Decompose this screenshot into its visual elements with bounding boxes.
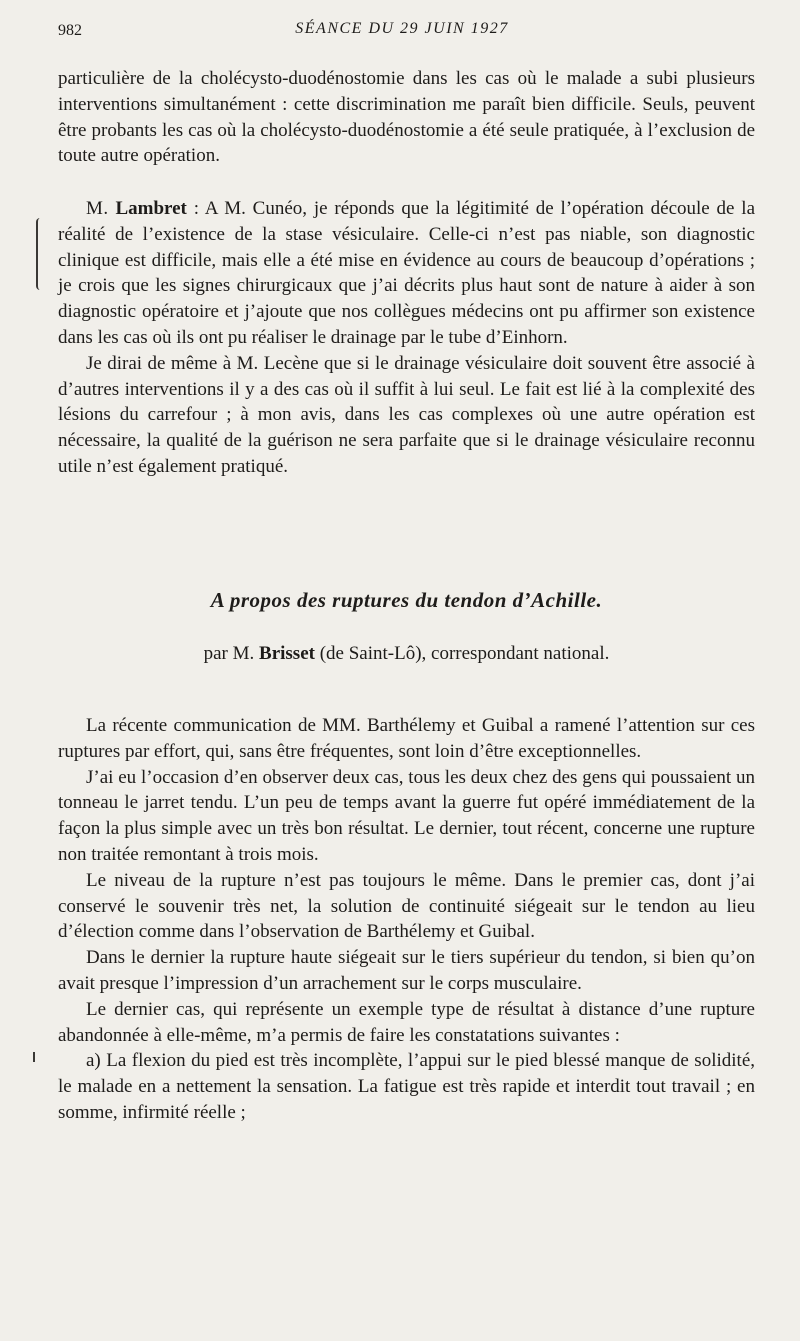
paragraph: J’ai eu l’occasion d’en observer deux cas, tous les deux chez des gens qui poussaient un tonneau le jarret tendu. L’un peu de temps avant la guerre fut opéré immédiatement de la façon la plus simple avec un très bon résultat. Le dernier, tout récent, concerne une rupture non traitée remontant à trois mois. xyxy=(58,766,755,865)
speaker-prefix: M. xyxy=(86,198,109,219)
author-name: Brisset xyxy=(259,643,315,664)
paragraph: Je dirai de même à M. Lecène que si le drainage vésiculaire doit souvent être associé à d’autres interventions il y a des cas où il suffit à lui seul. Le fait est lié à la complexité des lésions du carrefour ; à mon avis, dans les cas complexes où une autre opération est nécessaire, la qualité de la guérison ne sera parfaite que si le drainage vésiculaire reconnu utile n’est également pratiqué. xyxy=(58,352,755,477)
continued-paragraph-block xyxy=(58,66,755,169)
paragraph: Le niveau de la rupture n’est pas toujours le même. Dans le premier cas, dont j’ai conservé le souvenir très net, la solution de continuité siégeait sur le tendon au lieu d’élection comme dans l’observation de Barthélemy et Guibal. xyxy=(58,869,755,943)
paragraph: Le dernier cas, qui représente un exemple type de résultat à distance d’une rupture abandonnée à elle-même, m’a permis de faire les constatations suivantes : xyxy=(58,998,755,1046)
reply-text: : A M. Cunéo, je réponds que la légitimité de l’opération découle de la réalité de l’existence de la stase vésiculaire. Celle-ci n’est pas niable, son diagnostic clinique est difficile, mais elle a été mise en évidence au cours de beaucoup d’opérations ; je crois que les signes chirurgicaux que j’ai décrits plus haut sont de nature à aider à son diagnostic opératoire et j’ajoute que nos collègues médecins ont pu affirmer son existence dans les cas où ils ont pu réaliser le drainage par le tube d’Einhorn. xyxy=(58,198,755,348)
margin-tick-mark xyxy=(33,1052,35,1062)
page-header xyxy=(58,20,746,46)
article-byline xyxy=(58,643,755,665)
reply-block xyxy=(58,196,755,480)
running-title: SÉANCE DU 29 JUIN 1927 xyxy=(295,20,509,37)
article-title: A propos des ruptures du tendon d’Achille. xyxy=(210,588,603,612)
paragraph: a) La flexion du pied est très incomplète, l’appui sur le pied blessé manque de solidité, le malade en a nettement la sensation. La fatigue est très rapide et interdit tout travail ; en somme, infirmité réelle ; xyxy=(58,1050,755,1123)
paragraph: La récente communication de MM. Barthélemy et Guibal a ramené l’attention sur ces ruptures par effort, qui, sans être fréquentes, sont loin d’être exceptionnelles. xyxy=(58,715,755,762)
page-number: 982 xyxy=(58,22,82,39)
reply-paragraph xyxy=(58,196,755,351)
paragraph: Dans le dernier la rupture haute siégeait sur le tiers supérieur du tendon, si bien qu’on avait presque l’impression d’un arrachement sur le corps musculaire. xyxy=(58,947,755,994)
article-body xyxy=(58,713,755,1126)
margin-bracket-mark xyxy=(36,218,44,290)
speaker-name: Lambret xyxy=(115,198,187,219)
byline-suffix: (de Saint-Lô), correspondant national. xyxy=(319,643,610,664)
paragraph: particulière de la cholécysto-duodénostomie dans les cas où le malade a subi plusieurs interventions simultanément : cette discrimination me paraît bien difficile. Seuls, peuvent être probants les cas où la cholécysto-duodénostomie a été seule pratiquée, à l’exclusion de toute autre opération. xyxy=(58,68,755,167)
byline-prefix: par M. xyxy=(203,643,255,664)
